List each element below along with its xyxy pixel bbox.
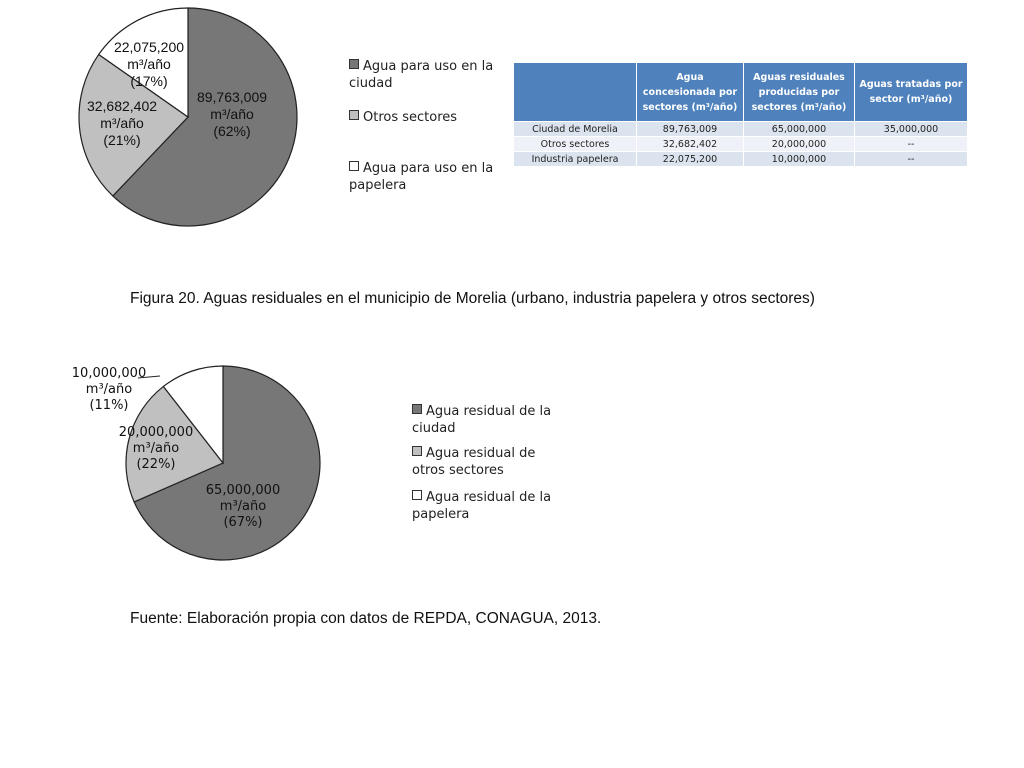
legend-item-paper: [349, 160, 499, 194]
table-header: [514, 63, 637, 122]
table-cell: Industria papelera: [514, 152, 637, 167]
table-row: [514, 152, 968, 167]
legend-label: Agua residual de la ciudad: [412, 404, 552, 436]
table-header: Agua concesionada por sectores (m³/año): [637, 63, 744, 122]
table-cell: 65,000,000: [744, 122, 855, 137]
table-cell: 35,000,000: [855, 122, 968, 137]
table-cell: Otros sectores: [514, 137, 637, 152]
table-row: [514, 122, 968, 137]
legend-item-other: [349, 109, 499, 126]
legend-item-other-wastewater: [412, 445, 562, 479]
legend-label: Agua para uso en la papelera: [349, 161, 494, 193]
table-cell: --: [855, 137, 968, 152]
data-label: 65,000,000 m³/año (67%): [205, 483, 281, 530]
legend-label: Agua para uso en la ciudad: [349, 59, 494, 91]
legend-swatch: [412, 446, 422, 456]
data-label: 32,682,402 m³/año (21%): [86, 98, 158, 148]
source-caption: Fuente: Elaboración propia con datos de REPDA, CONAGUA, 2013.: [130, 610, 602, 627]
legend-swatch: [412, 404, 422, 414]
table-cell: 20,000,000: [744, 137, 855, 152]
legend-label: Agua residual de otros sectores: [412, 446, 536, 478]
table-header: Aguas residuales producidas por sectores (m³/año): [744, 63, 855, 122]
legend-item-city: [349, 58, 499, 92]
data-table: [513, 62, 968, 167]
table-cell: --: [855, 152, 968, 167]
pie-chart-wastewater: [72, 366, 320, 560]
data-label: 89,763,009 m³/año (62%): [196, 89, 268, 139]
figure-caption: Figura 20. Aguas residuales en el municipio de Morelia (urbano, industria papelera y otros sectores): [130, 290, 815, 307]
legend-item-paper-wastewater: [412, 489, 562, 523]
legend-label: Agua residual de la papelera: [412, 490, 552, 522]
table-header: Aguas tratadas por sector (m³/año): [855, 63, 968, 122]
table-row: [514, 137, 968, 152]
legend-swatch: [349, 59, 359, 69]
table-cell: 89,763,009: [637, 122, 744, 137]
legend-item-city-wastewater: [412, 403, 562, 437]
data-label: 10,000,000 m³/año (11%): [71, 366, 147, 413]
table-cell: 22,075,200: [637, 152, 744, 167]
table-cell: 10,000,000: [744, 152, 855, 167]
pie-chart-water-allocation: [79, 8, 297, 226]
table-header-row: [514, 63, 968, 122]
legend-label: Otros sectores: [363, 110, 458, 125]
table-cell: 32,682,402: [637, 137, 744, 152]
data-label: 20,000,000 m³/año (22%): [118, 425, 194, 472]
data-label: 22,075,200 m³/año (17%): [113, 39, 185, 89]
table-cell: Ciudad de Morelia: [514, 122, 637, 137]
legend-swatch: [412, 490, 422, 500]
legend-swatch: [349, 161, 359, 171]
legend-swatch: [349, 110, 359, 120]
